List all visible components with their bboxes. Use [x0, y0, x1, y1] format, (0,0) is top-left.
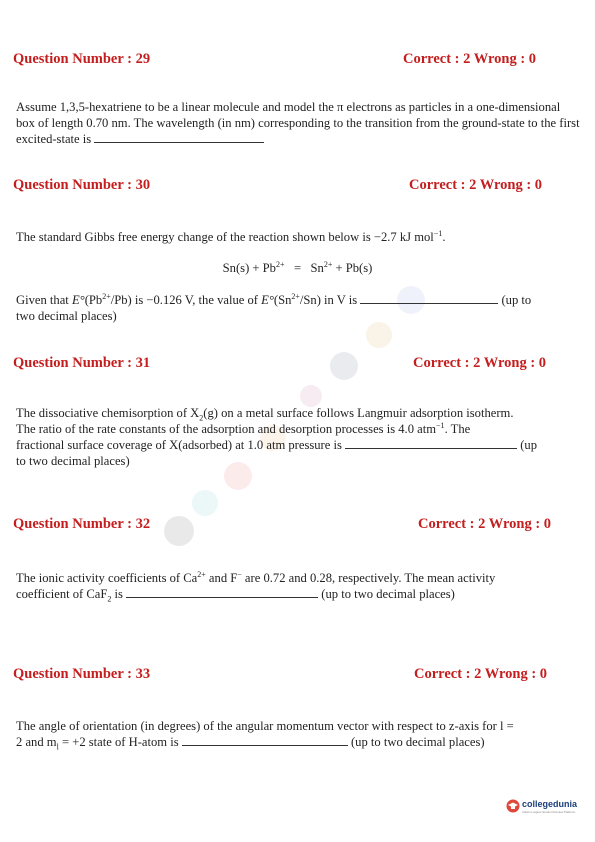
text-run: The standard Gibbs free energy change of the reaction shown below is −2.7 kJ mol — [16, 230, 434, 244]
question-text — [16, 718, 582, 750]
text-run: are 0.72 and 0.28, respectively. The mean activity — [241, 571, 496, 585]
text-run: (up to two decimal places) — [350, 735, 485, 749]
text-run: . — [442, 230, 446, 244]
watermark-seal — [300, 385, 322, 407]
text-run: (up to — [501, 293, 532, 307]
text-run: The ionic activity coefficients of Ca — [16, 571, 198, 585]
question-number: Question Number : 31 — [13, 355, 151, 371]
question-number: Question Number : 30 — [13, 177, 151, 193]
text-run: (up — [520, 438, 538, 452]
text-run: fractional surface coverage of X(adsorbed) at 1.0 atm pressure is — [16, 438, 342, 452]
answer-blank[interactable] — [94, 131, 264, 143]
subscript: 2 — [107, 594, 112, 604]
text-run: Sn(s) + Pb — [222, 261, 276, 275]
question-text — [16, 229, 582, 245]
answer-blank[interactable] — [126, 586, 318, 598]
superscript: 2+ — [102, 291, 111, 301]
superscript: 2+ — [197, 569, 206, 579]
text-run: The ratio of the rate constants of the adsorption and desorption processes is 4.0 atm — [16, 422, 437, 436]
brand-name: collegedunia — [522, 799, 578, 809]
question-header — [0, 666, 595, 686]
question-text — [16, 570, 582, 602]
question-body: Assume 1,3,5-hexatriene to be a linear molecule and model the π electrons as particles in a one-dimensional box of length 0.70 nm. The wavelength (in nm) corresponding to the transition from the ground-state to the first excited-state is — [16, 100, 580, 146]
text-run: Given that — [16, 293, 72, 307]
text-run: and F — [205, 571, 238, 585]
question-header — [0, 51, 595, 71]
question-header — [0, 516, 595, 536]
text-run: coefficient of CaF — [16, 587, 108, 601]
text-run: E° — [261, 293, 274, 307]
subscript: 2 — [199, 413, 204, 423]
text-run: (Sn — [273, 293, 292, 307]
watermark-seal — [366, 322, 392, 348]
superscript: −1 — [436, 420, 445, 430]
question-number: Question Number : 32 — [13, 516, 151, 532]
brand-tagline: India's Largest Student Review Platform — [522, 810, 576, 814]
question-text — [16, 405, 582, 469]
question-header — [0, 355, 595, 375]
text-run: (Pb — [84, 293, 103, 307]
answer-blank[interactable] — [360, 292, 498, 304]
superscript: 2+ — [275, 259, 285, 269]
text-run: Sn — [310, 261, 324, 275]
superscript: −1 — [433, 228, 443, 238]
text-run: is — [111, 587, 123, 601]
superscript: 2+ — [291, 291, 300, 301]
question-number: Question Number : 33 — [13, 666, 151, 682]
answer-blank[interactable] — [182, 734, 348, 746]
text-run: The angle of orientation (in degrees) of the angular momentum vector with respect to z-axis for l = — [16, 719, 514, 733]
text-run: 2 and m — [16, 735, 57, 749]
score-label: Correct : 2 Wrong : 0 — [413, 355, 547, 371]
subscript: l — [56, 742, 59, 752]
score-label: Correct : 2 Wrong : 0 — [414, 666, 548, 682]
score-label: Correct : 2 Wrong : 0 — [409, 177, 543, 193]
question-header — [0, 177, 595, 197]
collegedunia-logo[interactable] — [506, 797, 586, 821]
text-run: to two decimal places) — [16, 454, 130, 468]
watermark-seal — [192, 490, 218, 516]
text-run: /Sn) in V is — [299, 293, 358, 307]
text-run: two decimal places) — [16, 309, 117, 323]
score-label: Correct : 2 Wrong : 0 — [418, 516, 552, 532]
reaction-equation — [0, 261, 595, 276]
text-run: + Pb(s) — [332, 261, 373, 275]
text-run: (g) on a metal surface follows Langmuir adsorption isotherm. — [203, 406, 514, 420]
text-run: /Pb) is −0.126 V, the value of — [110, 293, 262, 307]
equilibrium-sign: = — [293, 261, 302, 275]
superscript: − — [237, 569, 242, 579]
question-text — [16, 292, 582, 324]
graduation-cap-icon — [506, 799, 520, 813]
text-run: = +2 state of H-atom is — [58, 735, 179, 749]
text-run: E° — [71, 293, 85, 307]
question-number: Question Number : 29 — [13, 51, 151, 67]
text-run: . The — [444, 422, 471, 436]
score-label: Correct : 2 Wrong : 0 — [403, 51, 537, 67]
superscript: 2+ — [323, 259, 333, 269]
text-run: The dissociative chemisorption of X — [16, 406, 200, 420]
text-run: (up to two decimal places) — [321, 587, 455, 601]
answer-blank[interactable] — [345, 437, 517, 449]
question-text — [16, 99, 582, 147]
